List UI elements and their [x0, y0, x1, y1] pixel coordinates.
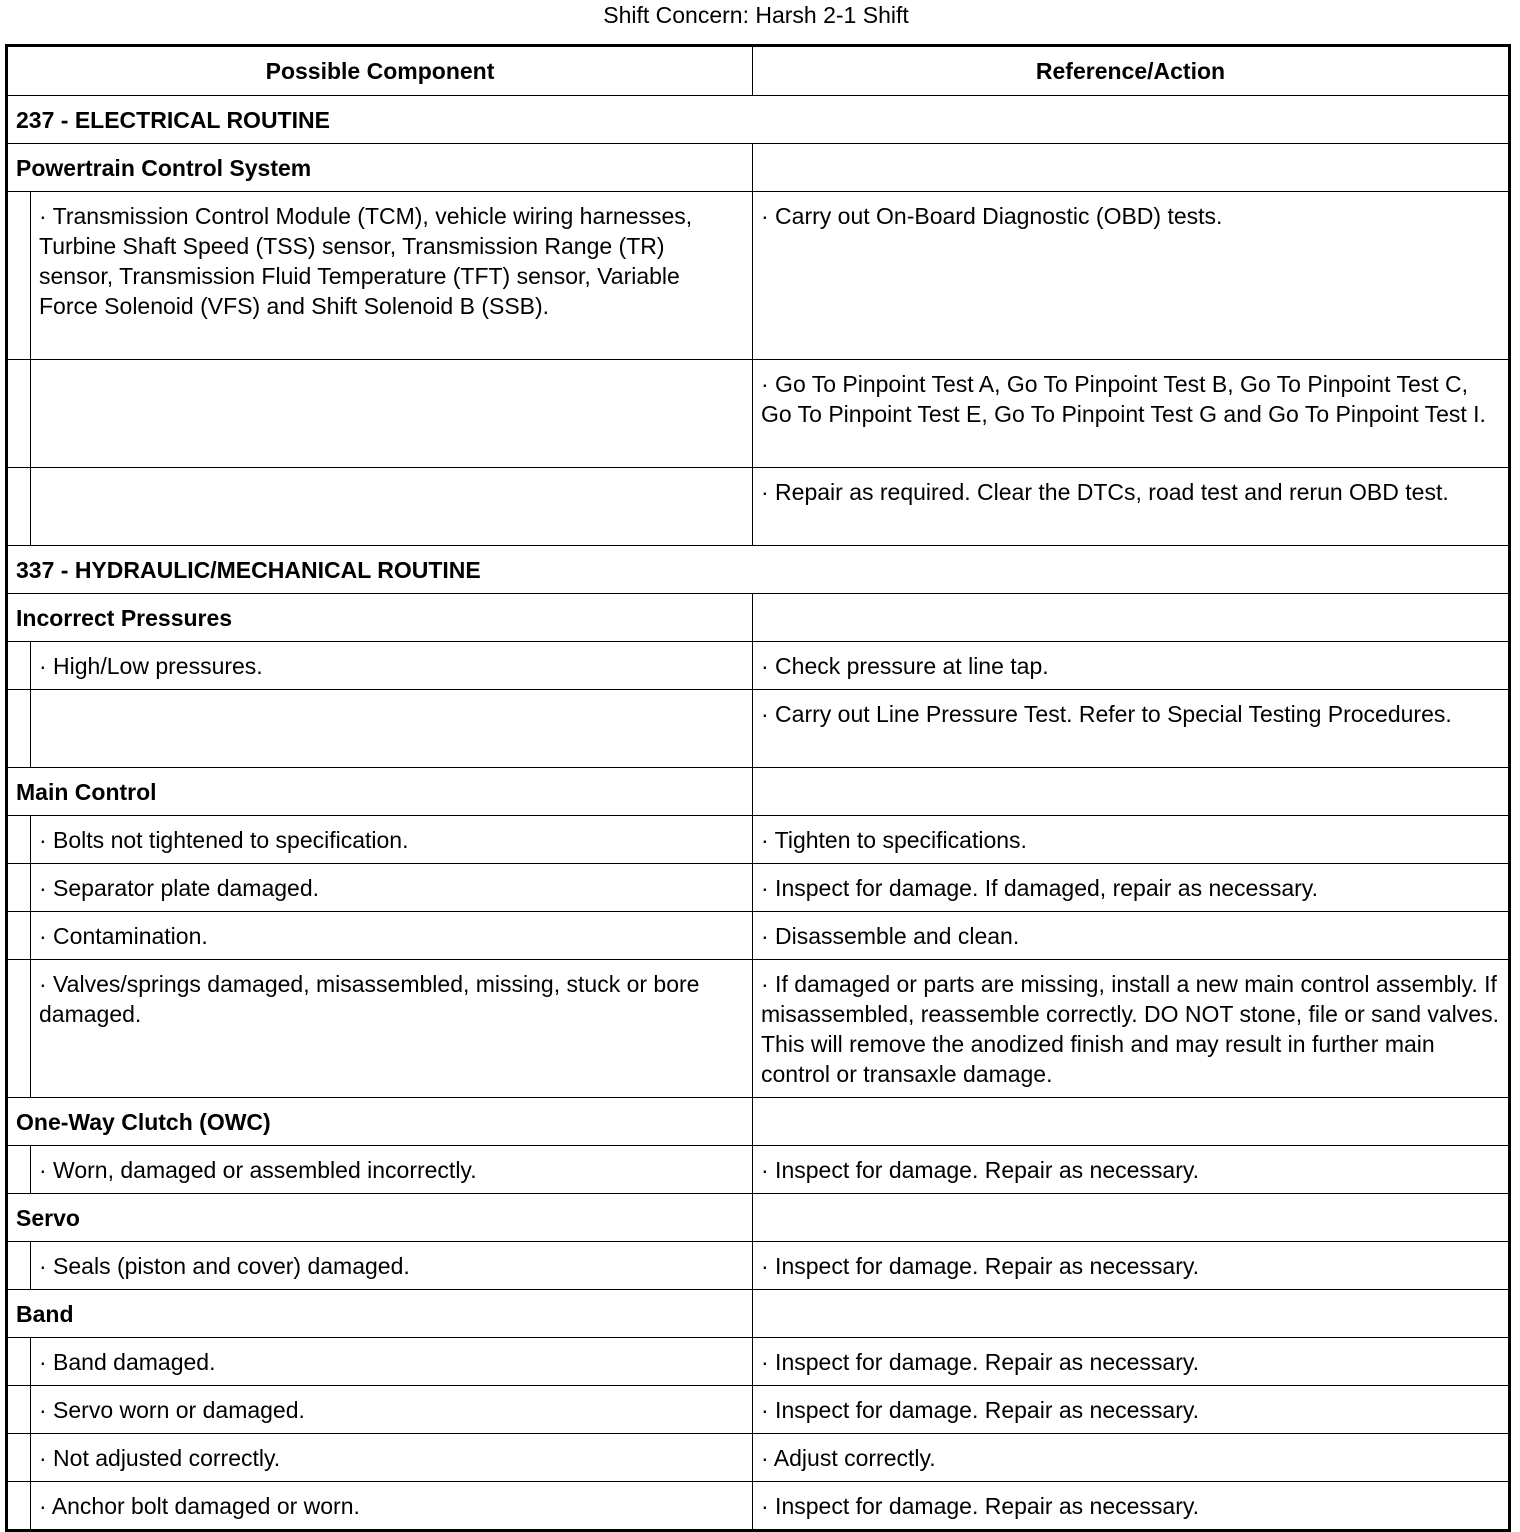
subsection-row	[7, 768, 1510, 816]
indent-cell	[7, 690, 31, 768]
component-cell: · Servo worn or damaged.	[31, 1386, 753, 1434]
indent-cell	[7, 642, 31, 690]
indent-cell	[7, 960, 31, 1098]
action-cell: · Go To Pinpoint Test A, Go To Pinpoint Test B, Go To Pinpoint Test C, Go To Pinpoint Test E, Go To Pinpoint Test G and Go To Pinpoint Test I.	[753, 360, 1510, 468]
table-row	[7, 642, 1510, 690]
action-cell: · Inspect for damage. Repair as necessary.	[753, 1242, 1510, 1290]
table-row	[7, 912, 1510, 960]
component-cell: · Seals (piston and cover) damaged.	[31, 1242, 753, 1290]
component-cell: · Transmission Control Module (TCM), vehicle wiring harnesses, Turbine Shaft Speed (TSS) sensor, Transmission Range (TR) sensor, Transmission Fluid Temperature (TFT) sensor, Variable Force Solenoid (VFS) and Shift Solenoid B (SSB).	[31, 192, 753, 360]
subsection-row	[7, 1290, 1510, 1338]
subsection-name: Incorrect Pressures	[7, 594, 753, 642]
table-row	[7, 1386, 1510, 1434]
subsection-name: Powertrain Control System	[7, 144, 753, 192]
action-cell: · Inspect for damage. If damaged, repair as necessary.	[753, 864, 1510, 912]
action-cell: · Disassemble and clean.	[753, 912, 1510, 960]
subsection-row	[7, 1194, 1510, 1242]
action-cell: · Tighten to specifications.	[753, 816, 1510, 864]
table-header-row	[7, 46, 1510, 96]
subsection-action-empty	[753, 1194, 1510, 1242]
action-cell: · Carry out Line Pressure Test. Refer to Special Testing Procedures.	[753, 690, 1510, 768]
component-cell: · Separator plate damaged.	[31, 864, 753, 912]
table-row	[7, 960, 1510, 1098]
table-row	[7, 1434, 1510, 1482]
subsection-action-empty	[753, 768, 1510, 816]
indent-cell	[7, 192, 31, 360]
header-possible-component: Possible Component	[7, 46, 753, 96]
action-cell: · Carry out On-Board Diagnostic (OBD) tests.	[753, 192, 1510, 360]
subsection-name: Main Control	[7, 768, 753, 816]
action-cell: · Adjust correctly.	[753, 1434, 1510, 1482]
subsection-row	[7, 1098, 1510, 1146]
indent-cell	[7, 1482, 31, 1531]
subsection-action-empty	[753, 1290, 1510, 1338]
subsection-name: One-Way Clutch (OWC)	[7, 1098, 753, 1146]
action-cell: · Repair as required. Clear the DTCs, road test and rerun OBD test.	[753, 468, 1510, 546]
action-cell: · Inspect for damage. Repair as necessary.	[753, 1482, 1510, 1531]
indent-cell	[7, 1242, 31, 1290]
subsection-row	[7, 594, 1510, 642]
indent-cell	[7, 1338, 31, 1386]
page-title: Shift Concern: Harsh 2-1 Shift	[603, 2, 909, 28]
component-cell: · Valves/springs damaged, misassembled, missing, stuck or bore damaged.	[31, 960, 753, 1098]
table-row	[7, 468, 1510, 546]
subsection-name: Servo	[7, 1194, 753, 1242]
table-row	[7, 864, 1510, 912]
subsection-name: Band	[7, 1290, 753, 1338]
action-cell: · Inspect for damage. Repair as necessary.	[753, 1386, 1510, 1434]
table-row	[7, 360, 1510, 468]
indent-cell	[7, 864, 31, 912]
section-row	[7, 546, 1510, 594]
indent-cell	[7, 912, 31, 960]
section-title: 237 - ELECTRICAL ROUTINE	[7, 96, 1510, 144]
table-row	[7, 192, 1510, 360]
component-cell	[31, 360, 753, 468]
table-row	[7, 816, 1510, 864]
action-cell: · If damaged or parts are missing, install a new main control assembly. If misassembled, reassemble correctly. DO NOT stone, file or sand valves. This will remove the anodized finish and may result in further main control or transaxle damage.	[753, 960, 1510, 1098]
indent-cell	[7, 1146, 31, 1194]
table-row	[7, 1338, 1510, 1386]
shift-concern-table	[5, 44, 1511, 1532]
table-row	[7, 1146, 1510, 1194]
section-row	[7, 96, 1510, 144]
component-cell: · Anchor bolt damaged or worn.	[31, 1482, 753, 1531]
indent-cell	[7, 816, 31, 864]
indent-cell	[7, 468, 31, 546]
component-cell: · Bolts not tightened to specification.	[31, 816, 753, 864]
action-cell: · Check pressure at line tap.	[753, 642, 1510, 690]
indent-cell	[7, 1434, 31, 1482]
table-row	[7, 690, 1510, 768]
component-cell	[31, 468, 753, 546]
subsection-action-empty	[753, 594, 1510, 642]
indent-cell	[7, 1386, 31, 1434]
component-cell: · Not adjusted correctly.	[31, 1434, 753, 1482]
action-cell: · Inspect for damage. Repair as necessary.	[753, 1146, 1510, 1194]
component-cell: · High/Low pressures.	[31, 642, 753, 690]
table-row	[7, 1242, 1510, 1290]
subsection-row	[7, 144, 1510, 192]
component-cell: · Band damaged.	[31, 1338, 753, 1386]
section-title: 337 - HYDRAULIC/MECHANICAL ROUTINE	[7, 546, 1510, 594]
table-row	[7, 1482, 1510, 1531]
component-cell	[31, 690, 753, 768]
component-cell: · Worn, damaged or assembled incorrectly.	[31, 1146, 753, 1194]
subsection-action-empty	[753, 1098, 1510, 1146]
subsection-action-empty	[753, 144, 1510, 192]
action-cell: · Inspect for damage. Repair as necessary.	[753, 1338, 1510, 1386]
indent-cell	[7, 360, 31, 468]
header-reference-action: Reference/Action	[753, 46, 1510, 96]
component-cell: · Contamination.	[31, 912, 753, 960]
